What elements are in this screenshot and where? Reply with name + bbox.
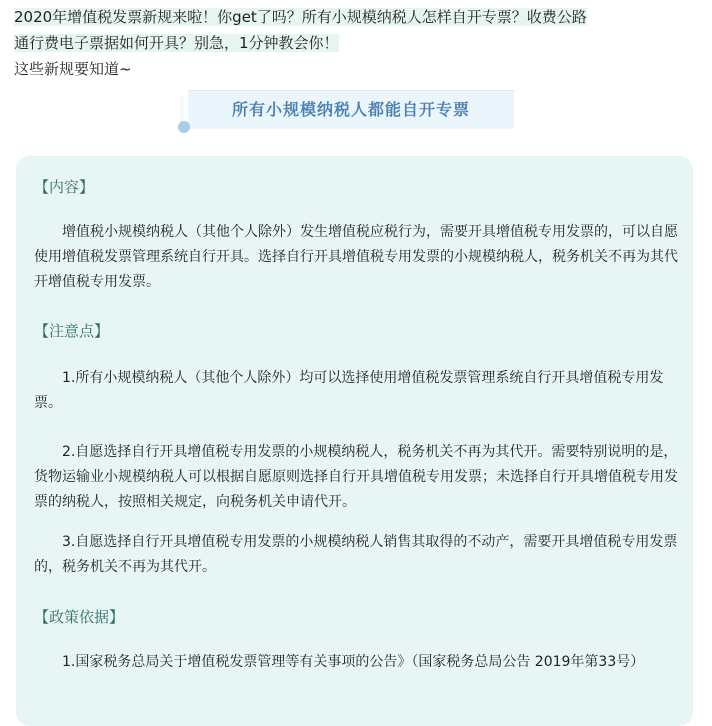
section-title-policy: 【政策依据】 [34,608,125,626]
section-title-content: 【内容】 [34,178,95,196]
intro-line-1: 2020年增值税发票新规来啦！你get了吗？所有小规模纳税人怎样自开专票？收费公路 [14,8,587,26]
headline-title: 所有小规模纳税人都能自开专票 [231,100,470,119]
note-paragraph-3: 3.自愿选择自行开具增值税专用发票的小规模纳税人销售其取得的不动产，需要开具增值税专用发票的，税务机关不再为其代开。 [34,534,678,575]
content-paragraph: 增值税小规模纳税人（其他个人除外）发生增值税应税行为，需要开具增值税专用发票的，可以自愿使用增值税发票管理系统自行开具。选择自行开具增值税专用发票的小规模纳税人，税务机关不再为其代开增值税专用发票。 [34,224,678,290]
headline-banner [180,90,520,134]
intro-text [14,4,704,82]
note-paragraph-2: 2.自愿选择自行开具增值税专用发票的小规模纳税人，税务机关不再为其代开。需要特别说明的是，货物运输业小规模纳税人可以根据自愿原则选择自行开具增值税专用发票；未选择自行开具增值税专用发票的纳税人，按照相关规定，向税务机关申请代开。 [34,444,678,510]
note-paragraph-1: 1.所有小规模纳税人（其他个人除外）均可以选择使用增值税发票管理系统自行开具增值税专用发票。 [34,370,664,411]
intro-line-3: 这些新规要知道~ [14,60,132,78]
intro-line-2: 通行费电子票据如何开具？别急，1分钟教会你！ [14,34,339,52]
section-title-notes: 【注意点】 [34,322,110,340]
content-panel [16,156,693,726]
policy-paragraph-1: 1.国家税务总局关于增值税发票管理等有关事项的公告》（国家税务总局公告 2019年第33号） [34,654,645,670]
headline-box [188,90,514,129]
headline-dot-decoration [178,121,190,133]
